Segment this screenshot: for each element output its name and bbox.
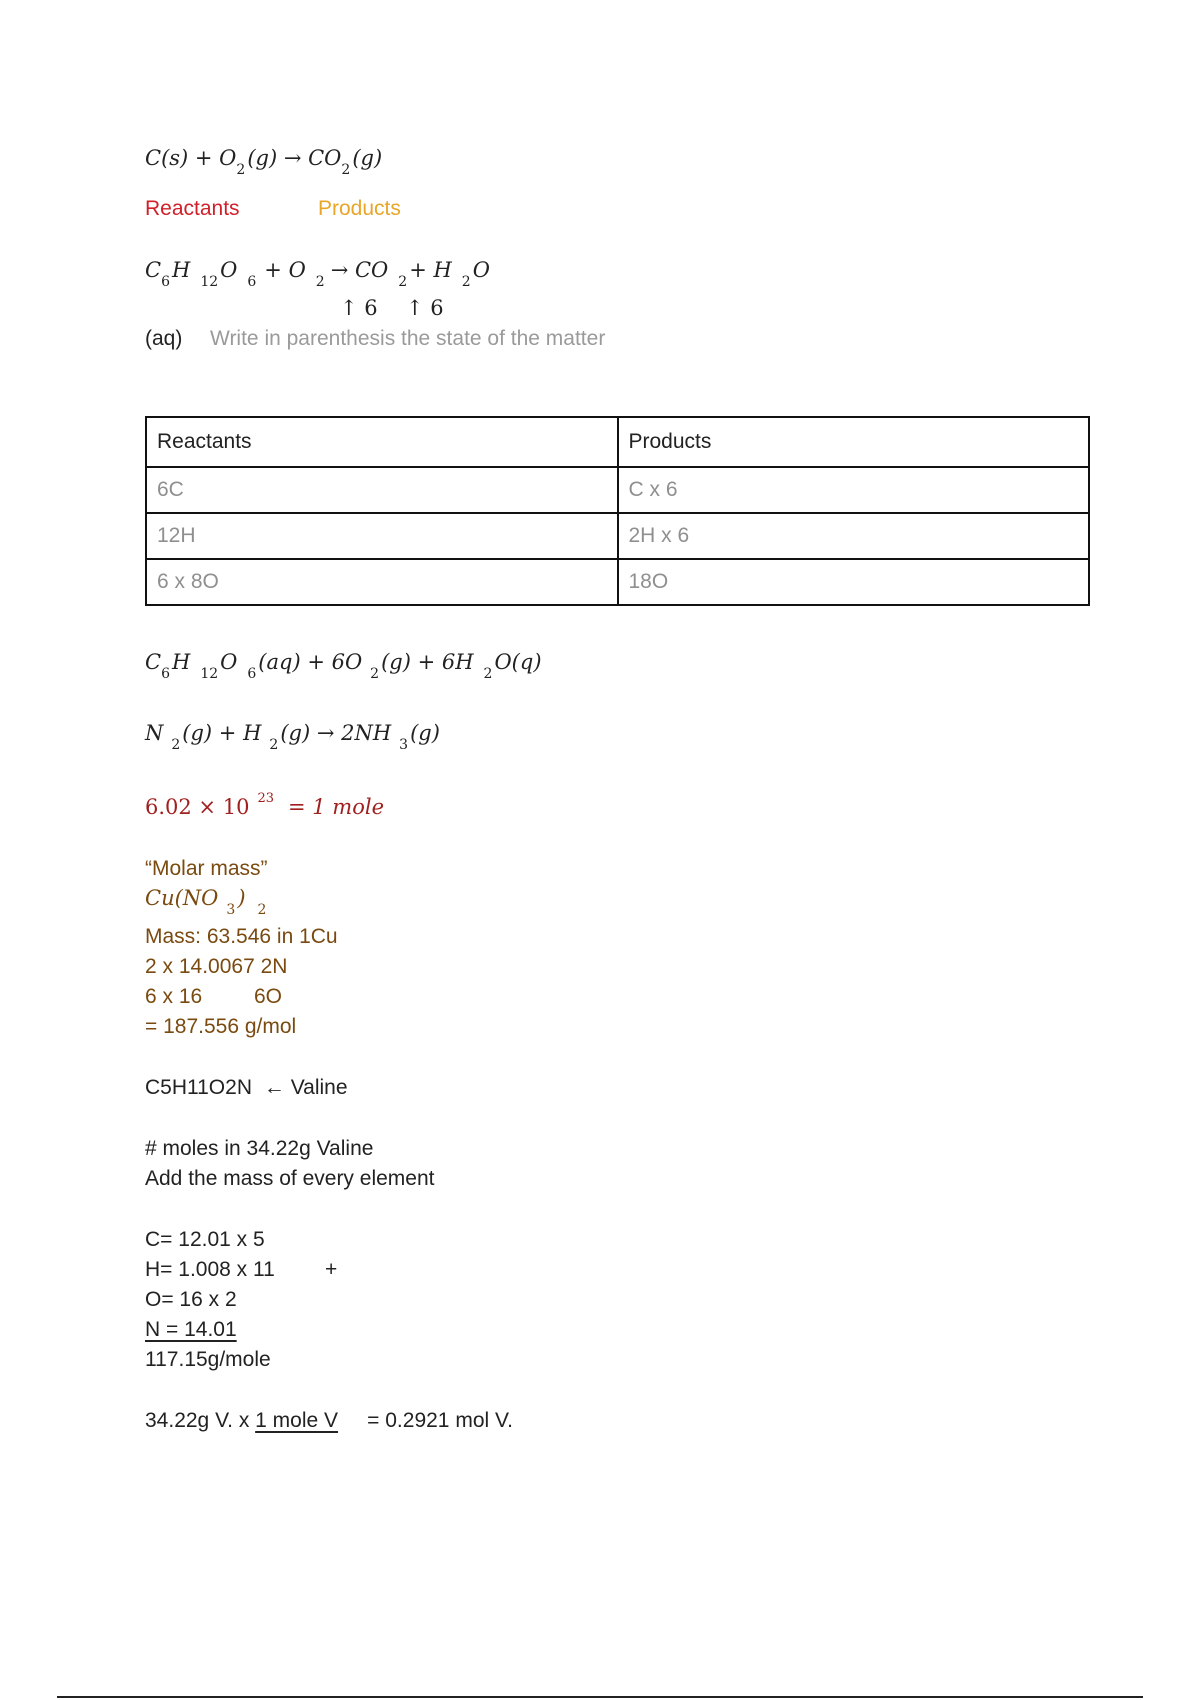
subscript: 2 bbox=[236, 162, 246, 178]
subscript: 3 bbox=[399, 737, 409, 753]
eq-text: (g) bbox=[410, 721, 440, 745]
coefficient-arrow-2: ↑ 6 bbox=[406, 296, 444, 320]
eq-text: O bbox=[220, 258, 238, 282]
molar-line-o-count: 6O bbox=[254, 985, 283, 1008]
eq-text: C bbox=[145, 258, 162, 282]
eq-text: (g) → CO bbox=[247, 146, 342, 170]
table-header-products: Products bbox=[618, 417, 1090, 467]
equation-glucose-states bbox=[145, 650, 542, 682]
avogadro-equals: = 1 mole bbox=[287, 795, 384, 819]
table-row bbox=[146, 467, 1089, 513]
subscript: 12 bbox=[200, 274, 219, 290]
label-reactants: Reactants bbox=[145, 197, 240, 220]
final-fraction-numerator: 1 mole V bbox=[255, 1409, 339, 1432]
calc-nitrogen: N = 14.01 bbox=[145, 1318, 237, 1341]
avogadro-number bbox=[145, 791, 384, 819]
state-label: (aq) bbox=[145, 327, 183, 350]
eq-text: ) bbox=[237, 886, 246, 910]
eq-text: + H bbox=[409, 258, 452, 282]
table-cell: 2H x 6 bbox=[618, 513, 1090, 559]
calc-hydrogen: H= 1.008 x 11 bbox=[145, 1258, 275, 1281]
valine-name: Valine bbox=[290, 1076, 348, 1099]
subscript: 2 bbox=[315, 274, 325, 290]
valine-formula: C5H11O2N bbox=[145, 1076, 252, 1099]
molar-line-total: = 187.556 g/mol bbox=[145, 1015, 297, 1038]
subscript: 3 bbox=[226, 902, 236, 918]
molar-line-o: 6 x 16 bbox=[145, 985, 203, 1008]
table-cell: 6C bbox=[146, 467, 618, 513]
subscript: 2 bbox=[483, 666, 493, 682]
eq-text: O bbox=[472, 258, 490, 282]
subscript: 2 bbox=[398, 274, 408, 290]
eq-text: O(q) bbox=[494, 650, 542, 674]
eq-text: O bbox=[220, 650, 238, 674]
equation-glucose-unbalanced bbox=[145, 258, 490, 290]
eq-text: C bbox=[145, 650, 162, 674]
subscript: 2 bbox=[341, 162, 351, 178]
valine-instruction: Add the mass of every element bbox=[145, 1167, 435, 1190]
table-row bbox=[146, 559, 1089, 605]
molar-line-n: 2 x 14.0067 2N bbox=[145, 955, 288, 978]
subscript: 6 bbox=[161, 666, 170, 682]
footer-divider bbox=[57, 1696, 1143, 1698]
calc-plus-sign: + bbox=[325, 1258, 338, 1281]
subscript: 2 bbox=[370, 666, 380, 682]
subscript: 2 bbox=[257, 902, 267, 918]
atom-count-table bbox=[145, 416, 1090, 606]
eq-text: + O bbox=[264, 258, 306, 282]
subscript: 2 bbox=[269, 737, 279, 753]
subscript: 2 bbox=[461, 274, 471, 290]
calc-total: 117.15g/mole bbox=[145, 1348, 271, 1371]
calc-carbon: C= 12.01 x 5 bbox=[145, 1228, 265, 1251]
eq-text: (g) + 6H bbox=[381, 650, 474, 674]
avogadro-exponent: 23 bbox=[257, 791, 274, 806]
avogadro-base: 6.02 × 10 bbox=[145, 795, 250, 819]
equation-carbon-combustion bbox=[145, 146, 383, 178]
molar-line-cu: Mass: 63.546 in 1Cu bbox=[145, 925, 338, 948]
subscript: 6 bbox=[247, 274, 257, 290]
molar-mass-title: “Molar mass” bbox=[145, 857, 268, 880]
eq-text: N bbox=[145, 721, 164, 745]
table-cell: 18O bbox=[618, 559, 1090, 605]
eq-text: (g) + H bbox=[182, 721, 262, 745]
subscript: 2 bbox=[171, 737, 181, 753]
valine-formula-line bbox=[145, 1077, 348, 1098]
calc-oxygen: O= 16 x 2 bbox=[145, 1288, 237, 1311]
table-header-reactants: Reactants bbox=[146, 417, 618, 467]
final-result: = 0.2921 mol V. bbox=[367, 1409, 513, 1432]
subscript: 6 bbox=[247, 666, 257, 682]
eq-text: H bbox=[172, 650, 191, 674]
valine-question: # moles in 34.22g Valine bbox=[145, 1137, 374, 1160]
eq-text: H bbox=[172, 258, 191, 282]
eq-text: (aq) + 6O bbox=[258, 650, 363, 674]
copper-nitrate-formula bbox=[145, 886, 268, 918]
subscript: 6 bbox=[161, 274, 170, 290]
left-arrow-icon: ← bbox=[263, 1076, 285, 1099]
final-left: 34.22g V. x bbox=[145, 1409, 256, 1432]
eq-text: Cu(NO bbox=[145, 886, 219, 910]
eq-text: → CO bbox=[330, 258, 389, 282]
eq-text: (g) bbox=[352, 146, 383, 170]
label-products: Products bbox=[318, 197, 401, 220]
table-header-row bbox=[146, 417, 1089, 467]
coefficient-arrow-1: ↑ 6 bbox=[340, 296, 378, 320]
table-row bbox=[146, 513, 1089, 559]
table-cell: 6 x 8O bbox=[146, 559, 618, 605]
eq-text: C(s) + O bbox=[145, 146, 237, 170]
equation-ammonia bbox=[145, 721, 440, 753]
eq-text: (g) → 2NH bbox=[280, 721, 392, 745]
table-cell: 12H bbox=[146, 513, 618, 559]
state-note: Write in parenthesis the state of the matter bbox=[210, 327, 606, 350]
final-conversion bbox=[145, 1410, 513, 1431]
table-cell: C x 6 bbox=[618, 467, 1090, 513]
subscript: 12 bbox=[200, 666, 219, 682]
